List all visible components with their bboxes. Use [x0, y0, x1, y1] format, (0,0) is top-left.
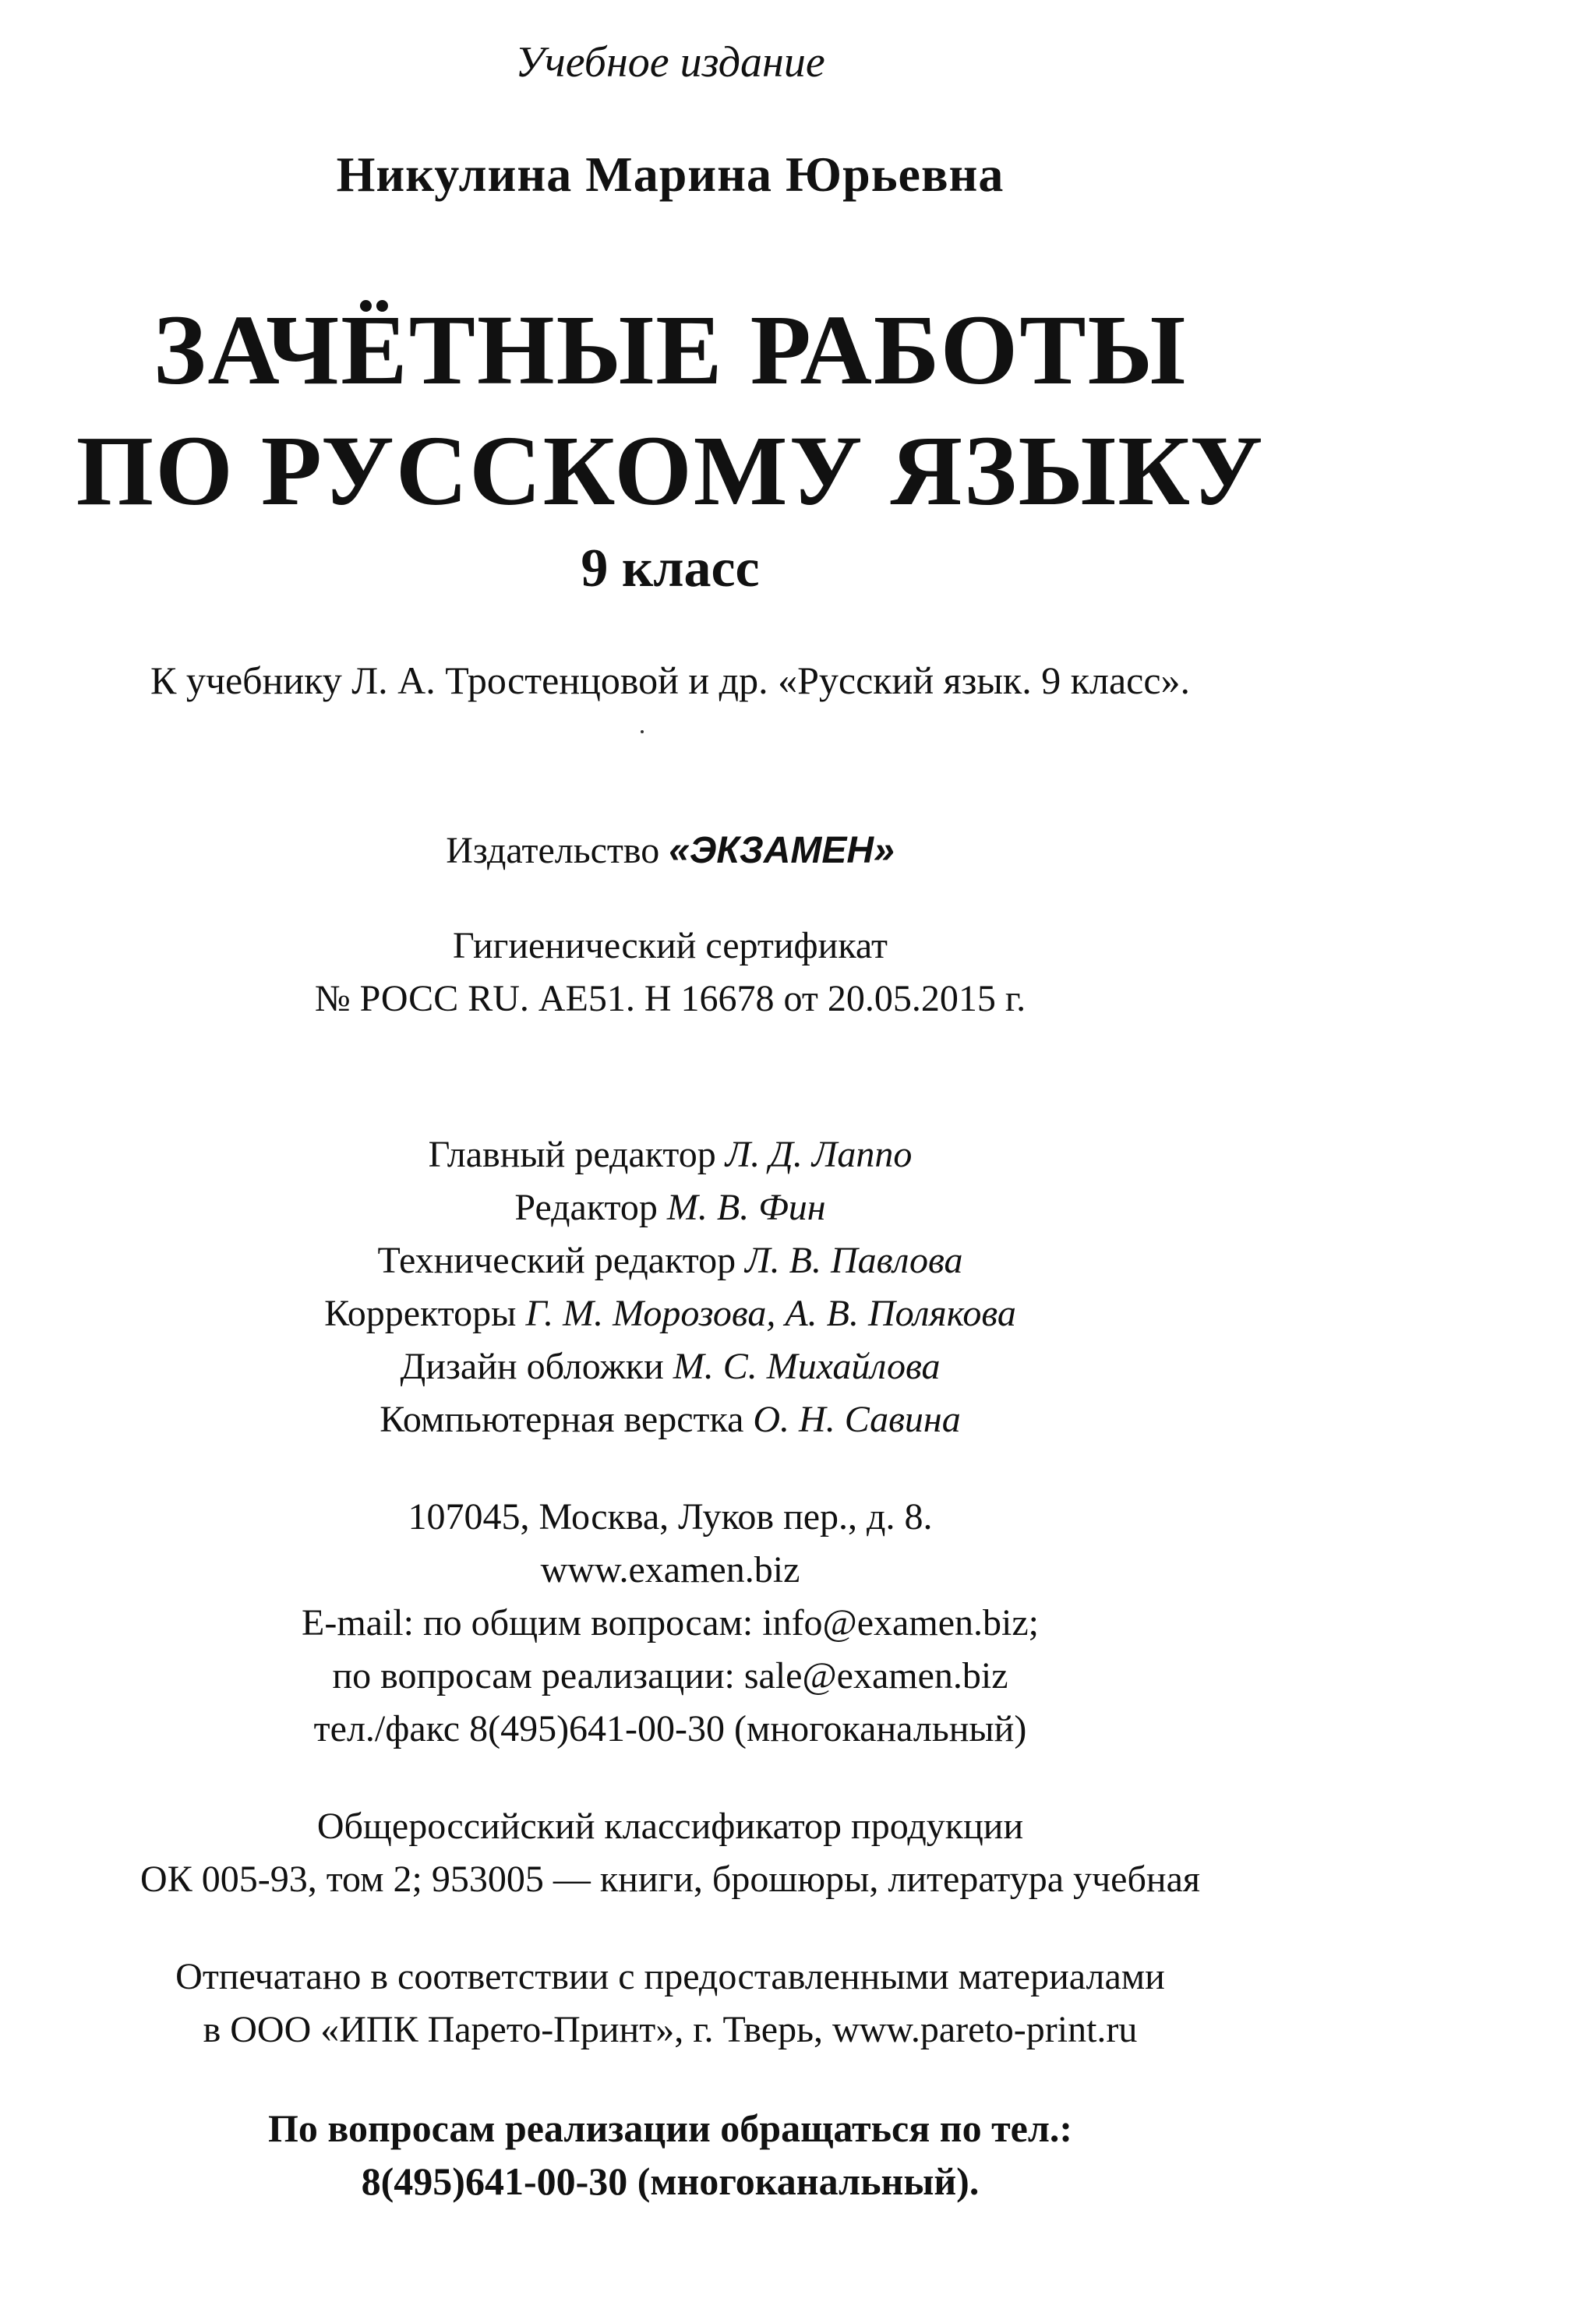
stray-dot — [641, 730, 644, 733]
edition-type: Учебное издание — [515, 38, 825, 86]
certificate-number: № РОСС RU. АЕ51. Н 16678 от 20.05.2015 г. — [314, 978, 1026, 1019]
staff-cover-design — [0, 1348, 1340, 1386]
sales-contact-line-1: По вопросам реализации обращаться по тел.: — [267, 2106, 1073, 2150]
textbook-reference: К учебнику Л. А. Тростенцовой и др. «Русский язык. 9 класс». — [150, 658, 1191, 702]
staff-proofreaders — [0, 1295, 1340, 1333]
contact-website: www.examen.biz — [540, 1549, 800, 1590]
printing-note-line-1: Отпечатано в соответствии с предоставленными материалами — [175, 1956, 1165, 1997]
staff-name: Г. М. Морозова, А. В. Полякова — [525, 1293, 1016, 1334]
staff-role: Главный редактор — [428, 1134, 716, 1175]
book-title-line-2: ПО РУССКОМУ ЯЗЫКУ — [76, 415, 1265, 526]
classifier-code: ОК 005-93, том 2; 953005 — книги, брошюры, литература учебная — [140, 1859, 1200, 1900]
staff-role: Технический редактор — [377, 1240, 736, 1281]
book-title-line-1: ЗАЧЁТНЫЕ РАБОТЫ — [153, 295, 1188, 405]
classifier-title: Общероссийский классификатор продукции — [316, 1806, 1024, 1847]
publisher-label: Издательство — [446, 830, 660, 871]
contact-email-sales: по вопросам реализации: sale@examen.biz — [332, 1655, 1008, 1696]
staff-layout — [0, 1401, 1340, 1439]
publisher-name: «ЭКЗАМЕН» — [669, 830, 895, 871]
staff-role: Дизайн обложки — [400, 1346, 664, 1387]
staff-role: Редактор — [514, 1187, 658, 1228]
printing-note-line-2: в ООО «ИПК Парето-Принт», г. Тверь, www.pareto-print.ru — [203, 2009, 1138, 2050]
author-name: Никулина Марина Юрьевна — [336, 147, 1005, 202]
staff-role: Компьютерная верстка — [380, 1399, 744, 1440]
staff-chief-editor — [0, 1136, 1340, 1174]
contact-address: 107045, Москва, Луков пер., д. 8. — [408, 1496, 933, 1538]
certificate-title: Гигиенический сертификат — [453, 925, 888, 966]
grade-label: 9 класс — [581, 538, 760, 598]
staff-name: Л. Д. Лаппо — [725, 1134, 913, 1175]
staff-name: Л. В. Павлова — [745, 1240, 963, 1281]
staff-editor — [0, 1189, 1340, 1227]
contact-email-general: E-mail: по общим вопросам: info@examen.biz; — [302, 1602, 1039, 1643]
staff-name: М. В. Фин — [666, 1187, 826, 1228]
sales-contact-line-2: 8(495)641-00-30 (многоканальный). — [361, 2159, 980, 2203]
staff-technical-editor — [0, 1242, 1340, 1280]
staff-name: О. Н. Савина — [753, 1399, 961, 1440]
publisher-line — [0, 832, 1340, 870]
contact-phone: тел./факс 8(495)641-00-30 (многоканальный) — [313, 1708, 1027, 1749]
staff-role: Корректоры — [324, 1293, 517, 1334]
staff-name: М. С. Михайлова — [673, 1346, 941, 1387]
